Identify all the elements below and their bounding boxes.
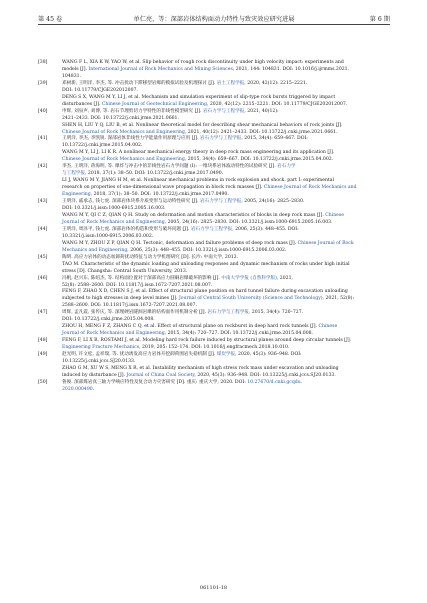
reference-text-segment: , 2006, 25(3): 448–455. DOI: 10.3321/j.issn:1000-6915.2006.03.002. <box>127 247 287 253</box>
reference-line <box>62 213 390 220</box>
reference-text-segment: , 2021, 144: 104831. DOI: 10.1016/j.ijrmms.2021. <box>232 66 350 72</box>
reference-line <box>62 123 390 130</box>
reference-text <box>62 255 390 276</box>
reference-text-segment: DOI: 10.11779/CJGE202012007. <box>62 87 138 93</box>
reference-text-segment: subjected to high stresses in deep level mines [J]. <box>62 296 179 302</box>
reference-line <box>62 81 390 88</box>
reference-text-segment: 申辉, 刘泉声, 刘博, 等. 岩石节理剪切力学特性的非线性模型研究 [J]. <box>62 108 203 114</box>
reference-text-segment: stress [D]. Changsha: Central South University, 2013. <box>62 268 188 274</box>
reference-text-segment: DENG S X, WANG M Y, LI J, et al. Mechanism and simulation experiment of slip-type rock bursts triggered by impact <box>62 94 336 100</box>
journal-link[interactable]: 2020.000490 <box>62 386 93 392</box>
reference-text-segment: WANG M Y, ZHOU Z P, QIAN Q H. Tectonic, deformation and failure problems of deep rock mass [J]. <box>62 240 298 246</box>
reference-number: [46] <box>38 275 48 281</box>
reference-text-segment: . <box>92 386 95 392</box>
reference-text-segment: 王明洋, 李杰, 李凯锐. 深部岩体非线性力学能量作用原理与应用 [J]. <box>62 136 201 142</box>
journal-link[interactable]: 岩石力学 <box>277 164 296 170</box>
journal-link[interactable]: Chinese <box>318 324 338 330</box>
reference-line <box>62 227 390 234</box>
reference-number: [42] <box>38 164 48 170</box>
reference-item <box>38 310 390 338</box>
reference-text-segment: , 2020, 45(3): 936–948. DOI: 10.13225/j.cnki.jccs.SJ20.0133. <box>194 372 336 378</box>
reference-text <box>62 81 390 109</box>
reference-text-segment: models [J]. <box>62 66 89 72</box>
reference-line <box>62 88 390 95</box>
journal-link[interactable]: Journal of Central South University (Science and Technology) <box>178 296 323 302</box>
reference-line <box>62 67 390 74</box>
journal-link[interactable]: 煤炭学报 <box>216 352 236 358</box>
reference-line <box>62 206 390 213</box>
reference-number: [43] <box>38 199 48 205</box>
reference-text-segment: WANG F L, XIA K W, YAO W, et al. Slip behavior of rough rock discontinuity under high velocity impact: experiments and <box>62 60 344 65</box>
reference-text-segment: , 2020, 45(3): 936–948. DOI: <box>235 352 302 358</box>
reference-text-segment: 10.13225/j.cnki.jccs.SJ20.0133. <box>62 358 136 364</box>
reference-text-segment: 冯帆, 赵兴东, 陈绍杰, 等. 结构面位置对于深部高应力圆硐岩爆破坏的影响 [J]. <box>62 275 222 281</box>
reference-text-segment: DOI: 10.3321/j.issn:1000-6915.2005.16.003. <box>62 206 166 212</box>
reference-text-segment: 王明洋, 周泽平, 钱七虎. 深部岩体的构造和变形与破坏问题 [J]. <box>62 226 191 232</box>
reference-item <box>38 81 390 109</box>
reference-line <box>62 255 390 262</box>
reference-item <box>38 352 390 380</box>
reference-line <box>62 359 390 366</box>
reference-text <box>62 352 390 380</box>
reference-number: [45] <box>38 254 48 260</box>
reference-text <box>62 136 390 164</box>
reference-text-segment: ZHAO G M, XU W S, MENG X R, et al. Instability mechanism of high stress rock mass under excavation and unloading <box>62 365 339 371</box>
journal-link[interactable]: Engineering <box>62 192 91 198</box>
reference-line <box>62 199 390 206</box>
reference-text-segment: induced by disturbance [J]. <box>62 372 127 378</box>
reference-item <box>38 136 390 164</box>
reference-text-segment: , 2015, 34(4): 659–667. DOI: 10.13722/j.cnki.jrme.2015.04.002. <box>184 157 334 163</box>
reference-line <box>62 345 390 352</box>
reference-text-segment: , 2021, 52(8): <box>322 296 355 302</box>
reference-text-segment: 104831. <box>62 73 81 79</box>
journal-link[interactable]: Journal of Rock Mechanics and Engineering <box>62 331 165 337</box>
reference-text <box>62 276 390 311</box>
reference-line <box>62 95 390 102</box>
reference-number: [41] <box>38 136 48 142</box>
reference-text <box>62 227 390 255</box>
reference-number: [50] <box>38 379 48 385</box>
reference-line <box>62 366 390 373</box>
reference-line <box>62 262 390 269</box>
reference-line <box>62 248 390 255</box>
journal-link[interactable]: 岩土工程学报 <box>216 80 245 86</box>
reference-text-segment: , 2021, <box>276 275 293 281</box>
reference-line <box>62 276 390 283</box>
reference-text-segment: , 2015, 34(4): 659–667. DOI: <box>241 136 308 142</box>
journal-link[interactable]: Chinese Journal of Rock Mechanics and Engineering <box>62 157 185 163</box>
running-header <box>38 12 390 25</box>
reference-text-segment: , 2018, 37(1): 38–50. DOI: 10.13722/j.cnki.jrme.2017.0490. <box>90 192 229 198</box>
reference-item <box>38 255 390 276</box>
reference-number: [39] <box>38 80 48 86</box>
reference-line <box>62 116 390 123</box>
page-number: 061101-18 <box>199 585 228 591</box>
journal-link[interactable]: 岩石力学与工程学报 <box>200 136 242 142</box>
reference-text-segment: 李杰, 王明洋, 蒋海明, 等. 爆炸与冲击中的非线性岩石力学问题 (Ⅰ): 一维块系岩体波动特性的试验研究 [J]. <box>62 164 278 170</box>
journal-link[interactable]: 岩石力学与工程学报 <box>207 310 249 316</box>
reference-text-segment: , 2020, 42(12): 2215–2221. DOI: 10.11779/CJGE202012007. <box>206 101 348 107</box>
reference-text-segment: , 2015, 34(4): 720–727. <box>248 310 304 316</box>
reference-item <box>38 199 390 227</box>
reference-text <box>62 109 390 137</box>
reference-number: [48] <box>38 338 48 344</box>
journal-link[interactable]: 岩石力学与工程学报 <box>200 199 242 205</box>
reference-text-segment: DOI: 10.13722/j.cnki.jrme.2015.04.008. <box>62 317 155 323</box>
reference-text-segment: LI J, WANG M Y, JIANG H M, et al. Nonlinear mechanical problems in rock explosion and shock. part Ⅰ: experimental <box>62 178 334 184</box>
journal-link[interactable]: 10.27670/d.cnki.gcqdu. <box>247 379 303 385</box>
header-volume: 第 45 卷 <box>38 16 63 23</box>
reference-line <box>62 241 390 248</box>
reference-text-segment: 10.13722/j.cnki.jrme.2015.04.002. <box>62 143 143 149</box>
reference-line <box>62 102 390 109</box>
reference-text-segment: WANG M Y, QI C Z, QIAN Q H. Study on deformation and motion characteristics of blocks in deep rock mass [J]. <box>62 212 326 218</box>
header-issue: 第 6 期 <box>369 16 390 23</box>
reference-list <box>38 60 390 394</box>
reference-number: [40] <box>38 108 48 114</box>
reference-text-segment: disturbances [J]. <box>62 101 102 107</box>
reference-item <box>38 60 390 81</box>
reference-text <box>62 380 390 394</box>
reference-text-segment: ZHOU H, MENG F Z, ZHANG C Q, et al. Effect of structural plane on rockburst in deep hard rock tunnels [J]. <box>62 324 319 330</box>
reference-text-segment: TAO M. Characteristic of the dynamic loading and unloading responses and dynamic mechanism of rocks under high initial <box>62 261 350 267</box>
reference-text <box>62 310 390 338</box>
reference-number: [47] <box>38 310 48 316</box>
reference-text-segment: 52(8): 2588–2600. DOI: 10.11817/j.issn.1672-7207.2021.08.007. <box>62 282 213 288</box>
reference-item <box>38 227 390 255</box>
reference-line <box>62 74 390 81</box>
journal-link[interactable]: 岩石力学与工程学报 <box>190 226 233 232</box>
reference-text-segment: WANG M Y, LI J, LI K R. A nonlinear mechanical energy theory in deep rock mass engineering and its application [J]. <box>62 150 335 156</box>
reference-text-segment: , 2019, 205: 152–174. DOI: 10.1016/j.engfracmech.2018.10.010. <box>139 345 290 351</box>
reference-text-segment: , 2005, 24(16): 2825–2830. <box>241 199 305 205</box>
journal-link[interactable]: Chinese Journal of Rock Mechanics and Engineering <box>62 129 185 135</box>
journal-link[interactable]: 岩石力学与工程学报 <box>202 108 245 114</box>
reference-item <box>38 276 390 311</box>
reference-text-segment: , 2015, 34(4): 720–727. DOI: 10.13722/j.cnki.jrme.2015.04.008. <box>164 331 314 337</box>
reference-item <box>38 380 390 394</box>
journal-link[interactable]: Chinese Journal of Rock Mechanics and <box>263 185 357 191</box>
reference-line <box>62 380 390 387</box>
reference-text-segment: 2421–2433. DOI: 10.13722/j.cnki.jrme.2021.0661. <box>62 115 179 121</box>
reference-text-segment: 鲁俊. 深部煤岩真三轴力学响应特性及复合动力灾害研究 [D]. 重庆: 重庆大学, 2020. DOI: <box>62 379 248 385</box>
reference-text-segment: 邓树新, 王明洋, 李杰, 等. 冲击扰动下滞移型岩爆的模拟试验及机理探讨 [J]. <box>62 80 217 86</box>
reference-text-segment: 王明洋, 戚承志, 钱七虎. 深部岩体块系介质变形与运动特性研究 [J]. <box>62 199 201 205</box>
reference-line <box>62 220 390 227</box>
reference-text-segment: , 2021, 40(12): <box>244 108 279 114</box>
reference-number: [38] <box>38 60 48 65</box>
reference-line <box>62 234 390 241</box>
journal-link[interactable]: Journal of Rock Mechanics and Engineering <box>62 219 165 225</box>
reference-line <box>62 269 390 276</box>
journal-link[interactable]: Journal of China Coal Society <box>126 372 195 378</box>
reference-text-segment: , 2018, 37(1): 38–50. DOI: 10.13722/j.cnki.jrme.2017.0490. <box>84 171 224 177</box>
journal-link[interactable]: Mechanics and Engineering <box>62 247 128 253</box>
reference-text-segment: , 2021, 40(12): 2421–2433. DOI: 10.13722/j.cnki.jrme.2021.0661. <box>184 129 338 135</box>
reference-line <box>62 373 390 380</box>
reference-item <box>38 109 390 137</box>
reference-line <box>62 352 390 359</box>
reference-text <box>62 164 390 199</box>
journal-link[interactable]: 与工程学报 <box>62 171 85 177</box>
reference-line <box>62 387 390 394</box>
reference-text <box>62 338 390 352</box>
reference-text-segment: SHEN H, LIU Y Q, LIU B, et al. Nonlinear theoretical model for describing shear mechanical behaviors of rock joints [J]. <box>62 122 343 128</box>
reference-text-segment: research on properties of one-dimensional wave propagation in block rock masses [J]. <box>62 185 264 191</box>
journal-link[interactable]: Engineering Fracture Mechanics <box>62 345 140 351</box>
reference-item <box>38 338 390 352</box>
reference-text-segment: 周辉, 孟凡震, 张传庆, 等. 深埋硬岩隧洞岩爆的结构面作用机制分析 [J]. <box>62 310 208 316</box>
header-title: 单仁亮，等：深部岩体结构面动力特性与致灾效应研究进展 <box>133 16 295 23</box>
reference-number: [49] <box>38 352 48 358</box>
reference-number: [44] <box>38 226 48 232</box>
reference-text-segment: , 2020, 42(12): 2215–2221. <box>244 80 308 86</box>
reference-text-segment: 陶明. 高应力岩体的动态加卸荷扰动特征与动力学机理研究 [D]. 长沙: 中南大学, 2013. <box>62 254 239 260</box>
reference-text <box>62 60 390 81</box>
reference-text-segment: FENG F, LI X B, ROSTAMI J, et al. Modeling hard rock failure induced by structural planes around deep circular tunnels [J]. <box>62 338 352 344</box>
journal-link[interactable]: Chinese Journal of Rock <box>297 240 354 246</box>
reference-text-segment: FENG F, ZHAO X D, CHEN S J, et al. Effect of structural plane position on hard tunnel failure during excavation unloading <box>62 289 348 295</box>
reference-item <box>38 164 390 199</box>
reference-line <box>62 60 390 67</box>
reference-text-segment: 10.3321/j.issn:1000-6915.2006.03.002. <box>62 233 154 239</box>
reference-text-segment: , 2006, 25(3): 448–455. DOI: <box>232 226 299 232</box>
reference-text <box>62 199 390 227</box>
reference-text-segment: , 2005, 24(16): 2825–2830. DOI: 10.3321/j.issn:1000-6915.2005.16.003. <box>164 219 333 225</box>
reference-line <box>62 109 390 116</box>
reference-text-segment: 2588–2600. DOI: 10.11817/j.issn.1672-7207.2021.08.007. <box>62 303 197 309</box>
journal-link[interactable]: Chinese <box>325 212 344 218</box>
journal-link[interactable]: 中南大学学报 (自然科学版) <box>221 275 277 281</box>
journal-link[interactable]: International Journal of Rock Mechanics and Mining Sciences <box>88 66 233 72</box>
journal-link[interactable]: Chinese Journal of Geotechnical Engineering <box>101 101 207 107</box>
reference-text-segment: 赵光明, 许文松, 孟祥瑞, 等. 扰动诱发高应力岩体开挖卸荷围岩失稳机制 [J]. <box>62 352 217 358</box>
